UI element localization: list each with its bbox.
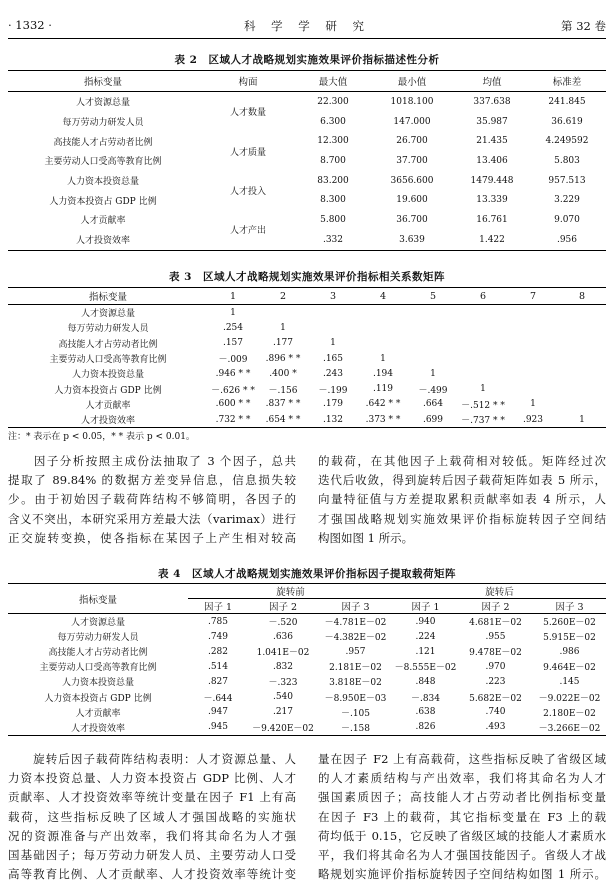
table2-cell-mean: 16.761 bbox=[476, 214, 508, 225]
table2-cell-max: 12.300 bbox=[317, 136, 349, 147]
table4-cell: 5.682E－02 bbox=[469, 693, 522, 704]
table3-variable: 人力资本投资总量 bbox=[71, 370, 144, 381]
table4-cell: .785 bbox=[207, 616, 229, 627]
table4-cell: －8.950E－03 bbox=[324, 693, 387, 704]
text-line: 才强国战略规划实施效果评价指标旋转因子空间结 bbox=[318, 511, 606, 526]
table4-variable: 人力资本投资总量 bbox=[61, 678, 134, 689]
table3-variable: 人力资本投资占 GDP 比例 bbox=[54, 385, 162, 396]
table4-variable: 人才投资效率 bbox=[70, 723, 125, 734]
table2-cell-min: 147.000 bbox=[393, 116, 431, 127]
table-row bbox=[8, 171, 606, 191]
table3-cell: .157 bbox=[222, 338, 244, 349]
table4-cell: .955 bbox=[485, 631, 506, 642]
table3-cell: 1 bbox=[330, 338, 336, 349]
table3-cell bbox=[508, 305, 558, 321]
table-row bbox=[8, 351, 606, 366]
table3-cell: －.199 bbox=[318, 385, 348, 396]
table3-cell bbox=[558, 320, 606, 335]
table3-header: 4 bbox=[358, 288, 408, 305]
table2-variable: 人才资源总量 bbox=[75, 98, 130, 109]
table4-cell: .636 bbox=[272, 631, 294, 642]
table4-subheader: 因子 3 bbox=[533, 599, 606, 614]
table4-cell: －4.781E－02 bbox=[324, 618, 387, 629]
table4-cell: .121 bbox=[415, 646, 436, 657]
table2-cell-min: 26.700 bbox=[396, 136, 428, 147]
table3-variable: 人才投资效率 bbox=[80, 416, 135, 427]
table4-caption: 表 4 区域人才战略规划实施效果评价指标因子提取载荷矩阵 bbox=[158, 568, 456, 580]
table2-cell-sd: 4.249592 bbox=[545, 136, 589, 147]
table4-cell: .514 bbox=[207, 661, 229, 672]
table2-cell-sd: 241.845 bbox=[548, 96, 586, 107]
table4-subheader: 因子 2 bbox=[458, 599, 533, 614]
table2-cell-mean: 21.435 bbox=[476, 136, 508, 147]
table3-cell bbox=[458, 320, 508, 335]
table-row bbox=[8, 366, 606, 381]
table3-cell: 1 bbox=[430, 368, 436, 379]
table4-cell: .986 bbox=[559, 646, 580, 657]
header-rule bbox=[8, 38, 606, 39]
table3-cell: .642 * * bbox=[365, 399, 401, 410]
table4-cell: －3.266E－02 bbox=[538, 723, 601, 734]
table4-cell: －9.022E－02 bbox=[538, 693, 601, 704]
table4-cell: －9.420E－02 bbox=[252, 723, 314, 734]
table2-cell-sd: 3.229 bbox=[554, 195, 580, 206]
table3-header: 3 bbox=[308, 288, 358, 305]
table3-cell: .923 bbox=[522, 414, 544, 425]
table4-subheader: 因子 3 bbox=[318, 599, 393, 614]
table4-cell: 9.478E－02 bbox=[469, 648, 522, 659]
table-row bbox=[8, 644, 606, 659]
text-line: 正交旋转变换，使各指标在某因子上产生相对较高 bbox=[8, 530, 296, 545]
table3-cell: .654 * * bbox=[265, 414, 301, 425]
table2-caption: 表 2 区域人才战略规划实施效果评价指标描述性分析 bbox=[174, 54, 440, 66]
table4-cell: .947 bbox=[207, 707, 229, 718]
table3-cell bbox=[458, 366, 508, 381]
table3-cell: .732 * * bbox=[215, 414, 251, 425]
table4-subheader: 因子 1 bbox=[393, 599, 458, 614]
table2-variable: 人力资本投资占 GDP 比例 bbox=[49, 196, 157, 207]
table4 bbox=[8, 583, 606, 736]
table4-cell: .970 bbox=[485, 661, 506, 672]
table3-cell bbox=[508, 366, 558, 381]
table3-cell bbox=[508, 381, 558, 396]
text-line: 贡献率、人才投资效率等统计变量在因子 F1 上有高 bbox=[8, 790, 296, 805]
table2-cell-mean: 13.406 bbox=[476, 155, 508, 166]
table4-cell: .848 bbox=[415, 676, 436, 687]
table3-note: 注：* 表示在 p < 0.05，* * 表示 p < 0.01。 bbox=[8, 432, 195, 442]
table3-cell: .179 bbox=[322, 399, 344, 410]
text-line: 的人才素质结构与产出效率，我们将其命名为人才 bbox=[318, 771, 606, 786]
table3-cell bbox=[558, 381, 606, 396]
table3-cell: .132 bbox=[322, 414, 344, 425]
table3-cell: 1 bbox=[380, 353, 386, 364]
table4-cell: －4.382E－02 bbox=[324, 633, 387, 644]
table2-header: 均值 bbox=[456, 71, 528, 92]
table3-cell: 1 bbox=[280, 322, 286, 333]
table3-header: 指标变量 bbox=[8, 288, 208, 305]
table2-variable: 人才贡献率 bbox=[80, 216, 126, 227]
table2-cell-max: 8.700 bbox=[320, 155, 346, 166]
text-line: 含义不突出，本研究采用方差最大法（varimax）进行 bbox=[8, 511, 296, 526]
table4-cell: 3.818E－02 bbox=[329, 678, 382, 689]
text-line: 因子分析按照主成份法抽取了 3 个因子，总共 bbox=[8, 454, 296, 468]
table3-cell: .896 * * bbox=[265, 353, 301, 364]
text-line: 少。由于初始因子载荷阵结构不够简明，各因子的 bbox=[8, 492, 296, 507]
page-header bbox=[8, 18, 606, 36]
text-line: 荷均低于 0.15，它反映了省级区域的技能人才素质水 bbox=[318, 828, 606, 843]
table-row bbox=[8, 230, 606, 250]
table3-cell: 1 bbox=[480, 384, 486, 395]
table4-cell: .224 bbox=[415, 631, 436, 642]
text-line: 况的资源准备与产出效率，我们将其命名为人才强 bbox=[8, 828, 296, 843]
table3-cell bbox=[408, 336, 458, 351]
table4-cell: 9.464E－02 bbox=[543, 663, 596, 674]
table3-cell bbox=[508, 351, 558, 366]
table2-cell-mean: 337.638 bbox=[473, 96, 511, 107]
table3-cell bbox=[308, 320, 358, 335]
table3-cell: 1 bbox=[579, 414, 585, 425]
table-row bbox=[8, 381, 606, 396]
table2-cell-max: 6.300 bbox=[320, 116, 346, 127]
table4-header-variable: 指标变量 bbox=[8, 584, 188, 614]
table2-header: 构面 bbox=[198, 71, 298, 92]
paragraph2-right bbox=[318, 750, 606, 884]
table2-cell-sd: 36.619 bbox=[551, 116, 583, 127]
table3-cell: .119 bbox=[372, 384, 394, 395]
text-line: 国基础因子；每万劳动力研发人员、主要劳动人口受 bbox=[8, 847, 296, 862]
text-line: 的载荷，在其他因子上载荷相对较低。矩阵经过次 bbox=[318, 454, 606, 468]
table4-cell: .223 bbox=[485, 676, 506, 687]
table4-subheader: 因子 2 bbox=[248, 599, 318, 614]
table3-cell: －.626 * * bbox=[211, 385, 255, 396]
table2-cell-min: 3656.600 bbox=[390, 175, 434, 186]
table-row bbox=[8, 674, 606, 689]
table-row bbox=[8, 190, 606, 210]
table4-variable: 人才贡献率 bbox=[75, 708, 121, 719]
paragraph1-right bbox=[318, 452, 606, 548]
table2-cell-max: 83.200 bbox=[317, 175, 349, 186]
table2-cell-min: 36.700 bbox=[396, 214, 428, 225]
table4-subheader: 因子 1 bbox=[188, 599, 248, 614]
text-line: 构图如图 1 所示。 bbox=[318, 530, 414, 545]
table2-variable: 主要劳动人口受高等教育比例 bbox=[44, 157, 162, 168]
text-line: 略规划实施评价指标旋转因子空间结构如图 1 所示。 bbox=[318, 867, 606, 882]
table2-variable: 每万劳动力研发人员 bbox=[62, 118, 144, 129]
table4-cell: 2.181E－02 bbox=[329, 663, 382, 674]
table3-cell: －.009 bbox=[218, 355, 248, 366]
table3-variable: 高技能人才占劳动者比例 bbox=[58, 339, 158, 350]
table3-cell bbox=[258, 305, 308, 321]
table2 bbox=[8, 70, 606, 251]
table3-cell bbox=[358, 305, 408, 321]
table4-cell: －.323 bbox=[268, 678, 298, 689]
table3-cell bbox=[408, 305, 458, 321]
table3-variable: 主要劳动人口受高等教育比例 bbox=[49, 355, 167, 366]
table2-cell-sd: 5.803 bbox=[554, 155, 580, 166]
text-line: 量在因子 F2 上有高载荷，这些指标反映了省级区域 bbox=[318, 752, 606, 766]
text-line: 载荷，这些指标反映了区域人才强国战略的实施状 bbox=[8, 809, 296, 824]
journal-title: 科 学 学 研 究 bbox=[243, 19, 371, 33]
text-line: 强国素质因子；高技能人才占劳动者比例指标变量 bbox=[318, 790, 606, 805]
table3-variable: 人才资源总量 bbox=[80, 309, 135, 320]
text-line: 高等教育比例、人才贡献率、人才投资效率等统计变 bbox=[8, 867, 296, 882]
table3-header: 7 bbox=[508, 288, 558, 305]
table4-cell: －.520 bbox=[268, 618, 298, 629]
table3-cell: 1 bbox=[230, 307, 236, 318]
table2-facet: 人才数量 bbox=[229, 108, 266, 119]
table4-cell: .945 bbox=[207, 722, 229, 733]
paragraph2-left bbox=[8, 750, 296, 884]
table-row bbox=[8, 112, 606, 132]
table2-cell-mean: 13.339 bbox=[476, 195, 508, 206]
table3-cell: .699 bbox=[422, 414, 444, 425]
table2-facet: 人才产出 bbox=[229, 226, 266, 237]
table4-cell: －.834 bbox=[410, 693, 441, 704]
table2-cell-mean: 1479.448 bbox=[470, 175, 514, 186]
table2-cell-min: 19.600 bbox=[396, 195, 428, 206]
table2-cell-sd: 957.513 bbox=[548, 175, 586, 186]
table4-cell: 5.260E－02 bbox=[543, 618, 596, 629]
table4-group-before: 旋转前 bbox=[188, 584, 393, 599]
table4-cell: .827 bbox=[207, 676, 229, 687]
table-row bbox=[8, 689, 606, 704]
table2-header: 指标变量 bbox=[8, 71, 198, 92]
table3-variable: 每万劳动力研发人员 bbox=[67, 324, 149, 335]
table3-header: 5 bbox=[408, 288, 458, 305]
table-row bbox=[8, 659, 606, 674]
table2-header: 最小值 bbox=[368, 71, 456, 92]
text-line: 迭代后收敛，得到旋转后因子载荷矩阵如表 5 所示， bbox=[318, 473, 606, 488]
table2-header: 标准差 bbox=[528, 71, 606, 92]
table3-cell: .194 bbox=[372, 368, 394, 379]
table2-variable: 高技能人才占劳动者比例 bbox=[53, 137, 153, 148]
table3-cell bbox=[458, 351, 508, 366]
table-row bbox=[8, 131, 606, 151]
table3-cell bbox=[358, 320, 408, 335]
text-line: 提取了 89.84% 的数据方差变异信息，信息损失较 bbox=[8, 473, 296, 488]
table4-group-after: 旋转后 bbox=[393, 584, 606, 599]
table2-cell-min: 3.639 bbox=[399, 234, 425, 245]
page-number: · 1332 · bbox=[8, 18, 52, 32]
table2-header: 最大值 bbox=[298, 71, 368, 92]
table3-cell bbox=[558, 336, 606, 351]
table3-header: 8 bbox=[558, 288, 606, 305]
table-row bbox=[8, 397, 606, 412]
table2-cell-min: 1018.100 bbox=[390, 96, 434, 107]
table3-cell: .165 bbox=[322, 353, 344, 364]
table3-cell: .177 bbox=[272, 338, 294, 349]
table2-variable: 人力资本投资总量 bbox=[66, 177, 139, 188]
table2-cell-max: 5.800 bbox=[320, 214, 346, 225]
table3-cell: －.512 * * bbox=[461, 400, 505, 411]
text-line: 旋转后因子载荷阵结构表明：人才资源总量、人 bbox=[8, 752, 296, 766]
table4-cell: －8.555E－02 bbox=[394, 663, 457, 674]
table-row bbox=[8, 705, 606, 720]
table4-cell: .826 bbox=[415, 722, 436, 733]
paragraph1-left bbox=[8, 452, 296, 548]
table4-cell: 2.180E－02 bbox=[543, 708, 596, 719]
table-row bbox=[8, 336, 606, 351]
table4-variable: 人力资本投资占 GDP 比例 bbox=[44, 693, 152, 704]
table3-cell: .400 * bbox=[269, 368, 297, 379]
table4-cell: .749 bbox=[207, 631, 229, 642]
table3-cell: －.499 bbox=[418, 385, 448, 396]
table3-header: 2 bbox=[258, 288, 308, 305]
table2-facet: 人才质量 bbox=[229, 147, 266, 158]
table3-cell bbox=[458, 336, 508, 351]
table4-cell: .940 bbox=[415, 616, 436, 627]
text-line: 向量特征值与方差提取累积贡献率如表 4 所示，人 bbox=[318, 492, 606, 507]
table3-cell: .946 * * bbox=[215, 368, 251, 379]
table3 bbox=[8, 287, 606, 428]
table3-cell: .243 bbox=[322, 368, 344, 379]
table4-variable: 每万劳动力研发人员 bbox=[57, 633, 139, 644]
table4-cell: .217 bbox=[272, 707, 294, 718]
table4-cell: .740 bbox=[485, 707, 506, 718]
table3-variable: 人才贡献率 bbox=[85, 400, 131, 411]
table2-cell-max: 22.300 bbox=[317, 96, 349, 107]
table3-cell bbox=[508, 336, 558, 351]
table4-cell: 1.041E－02 bbox=[256, 648, 310, 659]
table3-caption: 表 3 区域人才战略规划实施效果评价指标相关系数矩阵 bbox=[169, 271, 445, 283]
table3-cell bbox=[408, 320, 458, 335]
table4-cell: 4.681E－02 bbox=[469, 618, 522, 629]
table4-cell: .145 bbox=[559, 676, 580, 687]
text-line: 平，我们将其命名为人才强国技能因子。省级人才战 bbox=[318, 847, 606, 862]
table3-cell bbox=[508, 320, 558, 335]
table3-cell bbox=[458, 305, 508, 321]
table3-cell: .254 bbox=[222, 322, 244, 333]
table3-cell bbox=[558, 397, 606, 412]
table4-cell: .638 bbox=[415, 707, 436, 718]
table-row bbox=[8, 412, 606, 428]
table4-cell: 5.915E－02 bbox=[543, 633, 596, 644]
table3-cell bbox=[558, 366, 606, 381]
table-row bbox=[8, 151, 606, 171]
table3-cell bbox=[358, 336, 408, 351]
table2-cell-sd: 9.070 bbox=[554, 214, 580, 225]
table-row bbox=[8, 92, 606, 112]
table-row bbox=[8, 720, 606, 736]
table3-cell: －.156 bbox=[268, 385, 298, 396]
table4-cell: －.105 bbox=[340, 708, 371, 719]
table2-cell-max: .332 bbox=[322, 234, 344, 245]
table3-cell: 1 bbox=[530, 399, 536, 410]
table-row bbox=[8, 629, 606, 644]
table-row bbox=[8, 305, 606, 321]
table4-variable: 人才资源总量 bbox=[70, 618, 125, 629]
table3-cell: .373 * * bbox=[365, 414, 401, 425]
table4-cell: .282 bbox=[207, 646, 229, 657]
table4-cell: －.644 bbox=[203, 693, 233, 704]
table-row bbox=[8, 210, 606, 230]
table3-cell bbox=[558, 305, 606, 321]
table3-cell bbox=[408, 351, 458, 366]
table3-header: 6 bbox=[458, 288, 508, 305]
table2-cell-mean: 35.987 bbox=[476, 116, 508, 127]
table-row bbox=[8, 320, 606, 335]
table3-cell: .664 bbox=[422, 399, 444, 410]
table2-variable: 人才投资效率 bbox=[75, 236, 130, 247]
table3-cell: .837 * * bbox=[265, 399, 301, 410]
text-line: 在因子 F3 上的载荷，其它指标变量在 F3 上的载 bbox=[318, 809, 606, 824]
table4-cell: －.158 bbox=[340, 723, 371, 734]
table3-cell bbox=[308, 305, 358, 321]
table2-cell-min: 37.700 bbox=[396, 155, 428, 166]
table2-cell-mean: 1.422 bbox=[479, 234, 505, 245]
text-line: 力资本投资总量、人力资本投资占 GDP 比例、人才 bbox=[8, 771, 296, 786]
table3-cell: －.737 * * bbox=[461, 416, 505, 427]
table4-cell: .832 bbox=[272, 661, 294, 672]
table4-variable: 高技能人才占劳动者比例 bbox=[48, 648, 148, 659]
table2-cell-max: 8.300 bbox=[320, 195, 346, 206]
table4-variable: 主要劳动人口受高等教育比例 bbox=[39, 663, 157, 674]
volume-label: 第 32 卷 bbox=[561, 19, 606, 33]
table-row bbox=[8, 614, 606, 630]
table2-cell-sd: .956 bbox=[556, 234, 578, 245]
table4-cell: .540 bbox=[272, 692, 294, 703]
table3-cell bbox=[558, 351, 606, 366]
table3-header: 1 bbox=[208, 288, 258, 305]
table4-cell: .957 bbox=[345, 646, 366, 657]
table2-facet: 人才投入 bbox=[229, 186, 266, 197]
table4-cell: .493 bbox=[485, 722, 506, 733]
table3-cell: .600 * * bbox=[215, 399, 251, 410]
